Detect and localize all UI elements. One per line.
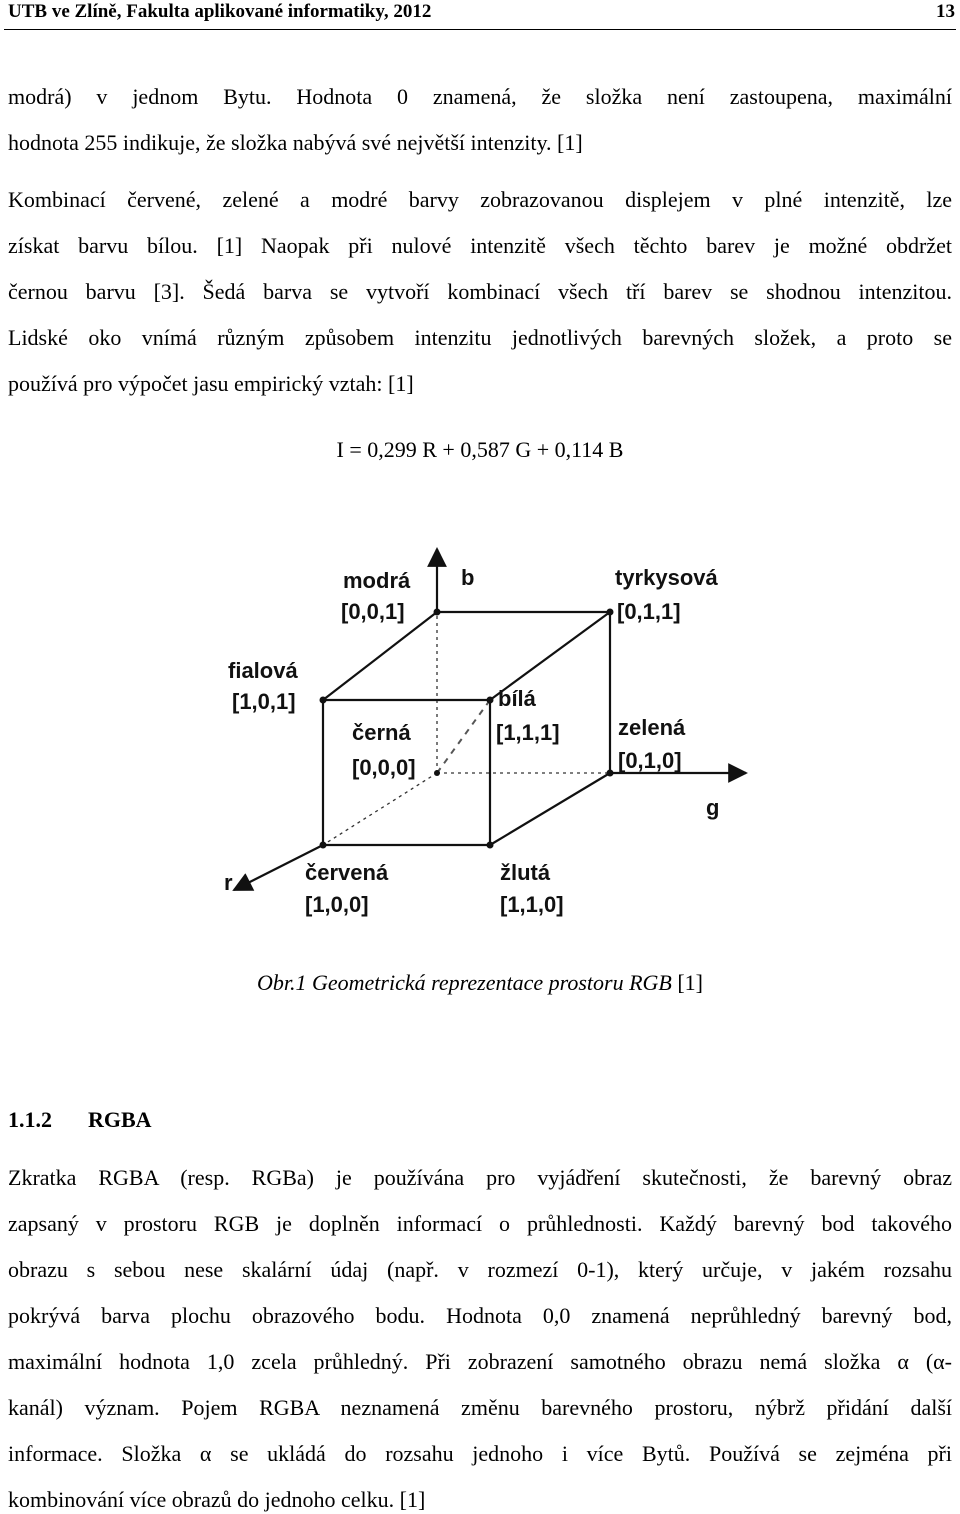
text-line: hodnota 255 indikuje, že složka nabývá své největší intenzity. [1]: [8, 130, 583, 155]
figure-caption: [0, 969, 960, 997]
edge-zelena-zluta: [490, 773, 610, 845]
running-header-title: UTB ve Zlíně, Fakulta aplikované informatiky, 2012: [8, 1, 432, 22]
vertex-cerna: [434, 770, 440, 776]
edge-modra-fialova: [323, 612, 437, 700]
text-line: modrá) v jednom Bytu. Hodnota 0 znamená, že složka není zastoupena, maximální: [8, 84, 952, 109]
text-line: pokrývá barva plochu obrazového bodu. Hodnota 0,0 znamená neprůhledný barevný bod,: [8, 1303, 952, 1328]
label-cervena-name: červená: [305, 860, 389, 885]
text-line: kombinování více obrazů do jednoho celku. [1]: [8, 1487, 426, 1512]
label-bila-coord: [1,1,1]: [496, 720, 560, 745]
label-fialova-coord: [1,0,1]: [232, 689, 296, 714]
label-fialova-name: fialová: [228, 658, 298, 683]
text-line: Lidské oko vnímá různým způsobem intenzitu jednotlivých barevných složek, a proto se: [8, 325, 952, 350]
label-tyrkysova-coord: [0,1,1]: [617, 599, 681, 624]
axis-label-b: b: [461, 565, 475, 590]
vertex-fialova: [320, 697, 327, 704]
text-line: obrazu s sebou nese skalární údaj (např. v rozmezí 0-1), který určuje, v jakém rozsahu: [8, 1257, 952, 1282]
section-title: RGBA: [88, 1107, 152, 1132]
label-modra-name: modrá: [343, 568, 411, 593]
label-cervena-coord: [1,0,0]: [305, 892, 369, 917]
edge-cerna-cervena: [323, 773, 437, 845]
text-line: kanál) význam. Pojem RGBA neznamená změnu barevného prostoru, nýbrž přidání další: [8, 1395, 952, 1420]
text-line: informace. Složka α se ukládá do rozsahu jednoho i více Bytů. Používá se zejména při: [8, 1441, 952, 1466]
label-zelena-coord: [0,1,0]: [618, 748, 682, 773]
section-number: 1.1.2: [8, 1107, 52, 1132]
label-tyrkysova-name: tyrkysová: [615, 565, 718, 590]
text-line: černou barvu [3]. Šedá barva se vytvoří kombinací všech tří barev se shodnou intenzitou.: [8, 279, 952, 304]
vertex-tyrkysova: [607, 609, 614, 616]
vertex-zluta: [487, 842, 494, 849]
label-bila-name: bílá: [498, 686, 536, 711]
label-zelena-name: zelená: [618, 715, 686, 740]
label-modra-coord: [0,0,1]: [341, 599, 405, 624]
label-zluta-name: žlutá: [500, 860, 551, 885]
label-zluta-coord: [1,1,0]: [500, 892, 564, 917]
text-line: používá pro výpočet jasu empirický vztah: [1]: [8, 371, 414, 396]
gray-diagonal: [437, 700, 490, 773]
text-line: zapsaný v prostoru RGB je doplněn informací o průhlednosti. Každý barevný bod takového: [8, 1211, 952, 1236]
header-rule: [4, 29, 956, 30]
vertex-cervena: [320, 842, 327, 849]
text-line: Zkratka RGBA (resp. RGBa) je používána pro vyjádření skutečnosti, že barevný obraz: [8, 1165, 952, 1190]
luminance-equation: I = 0,299 R + 0,587 G + 0,114 B: [336, 437, 624, 462]
figure-caption-ref: [1]: [677, 970, 704, 995]
vertex-modra: [434, 609, 441, 616]
label-cerna-coord: [0,0,0]: [352, 755, 416, 780]
page-number: 13: [936, 1, 955, 22]
label-cerna-name: černá: [352, 720, 411, 745]
figure-caption-text: Obr.1 Geometrická reprezentace prostoru RGB: [256, 970, 672, 995]
axis-label-g: g: [706, 795, 720, 820]
rgb-cube-diagram: [200, 540, 760, 930]
text-line: Kombinací červené, zelené a modré barvy zobrazovanou displejem v plné intenzitě, lze: [8, 187, 952, 212]
text-line: maximální hodnota 1,0 zcela průhledný. Při zobrazení samotného obrazu nemá složka α (α-: [8, 1349, 952, 1374]
vertex-zelena: [607, 770, 614, 777]
axis-label-r: r: [224, 870, 233, 895]
vertex-bila: [487, 697, 494, 704]
text-line: získat barvu bílou. [1] Naopak při nulové intenzitě všech těchto barev je možné obdržet: [8, 233, 952, 258]
